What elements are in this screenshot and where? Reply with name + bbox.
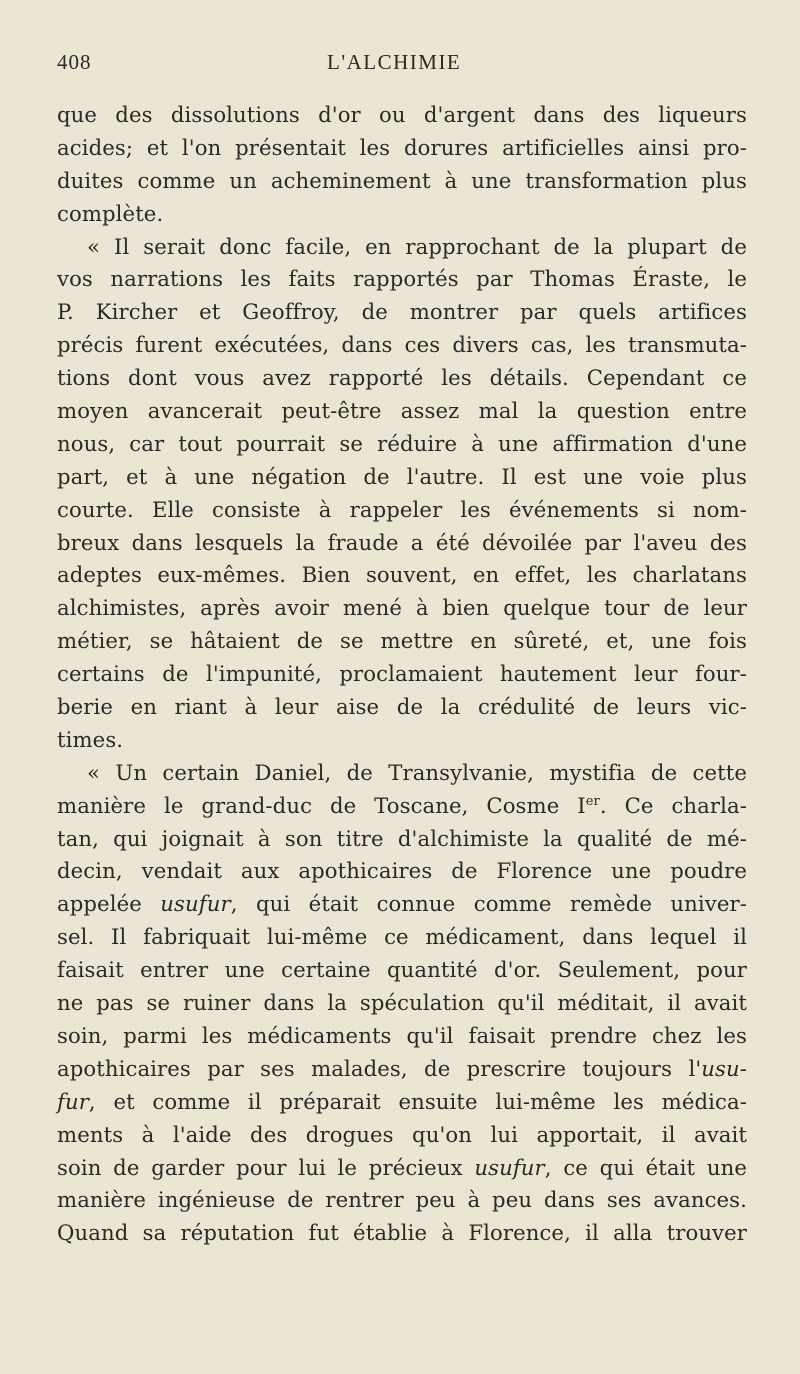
- text-segment: appelée: [57, 891, 161, 917]
- italic-term: fur: [57, 1088, 89, 1114]
- text-line: decin, vendait aux apothicaires de Florence une poudre: [57, 858, 747, 884]
- text-line: P. Kircher et Geoffroy, de montrer par quels artifices: [57, 299, 747, 325]
- running-head: L'ALCHIMIE: [327, 50, 462, 74]
- text-line: [57, 1053, 747, 1086]
- superscript: er: [585, 793, 600, 809]
- text-segment: apothicaires par ses malades, de prescrire toujours l': [57, 1055, 702, 1081]
- text-line: « Un certain Daniel, de Transylvanie, mystifia de cette: [87, 759, 747, 785]
- text-line: [57, 888, 747, 921]
- text-line: soin, parmi les médicaments qu'il faisait prendre chez les: [57, 1022, 747, 1048]
- italic-term: usu-: [701, 1055, 747, 1081]
- text-line: duites comme un acheminement à une transformation plus: [57, 167, 747, 193]
- text-line: acides; et l'on présentait les dorures artificielles ainsi pro-: [57, 134, 747, 160]
- text-line: courte. Elle consiste à rappeler les événements si nom-: [57, 496, 747, 522]
- page-header: [57, 44, 747, 84]
- text-line: tan, qui joignait à son titre d'alchimiste la qualité de mé-: [57, 825, 747, 851]
- text-line: [57, 1152, 747, 1185]
- text-segment: , ce qui était une: [544, 1154, 748, 1180]
- text-line: faisait entrer une certaine quantité d'or. Seulement, pour: [57, 957, 747, 983]
- page-number: 408: [57, 50, 92, 74]
- text-line: part, et à une négation de l'autre. Il est une voie plus: [57, 463, 747, 489]
- text-line: « Il serait donc facile, en rapprochant de la plupart de: [87, 233, 747, 259]
- text-line: vos narrations les faits rapportés par Thomas Éraste, le: [57, 266, 747, 292]
- text-line: [57, 790, 747, 823]
- text-segment: manière le grand-duc de Toscane, Cosme I: [57, 792, 586, 818]
- text-line: moyen avancerait peut-être assez mal la question entre: [57, 398, 747, 424]
- text-segment: , qui était connue comme remède univer-: [230, 891, 747, 917]
- text-line: tions dont vous avez rapporté les détails. Cependant ce: [57, 365, 747, 391]
- text-line: complète.: [57, 200, 164, 226]
- text-line: que des dissolutions d'or ou d'argent dans des liqueurs: [57, 102, 747, 127]
- text-line: breux dans lesquels la fraude a été dévoilée par l'aveu des: [57, 529, 747, 555]
- text-segment: , et comme il préparait ensuite lui-même les médica-: [88, 1088, 747, 1114]
- text-line: nous, car tout pourrait se réduire à une affirmation d'une: [57, 430, 747, 456]
- italic-term: usufur: [160, 891, 231, 917]
- text-line: précis furent exécutées, dans ces divers cas, les transmuta-: [57, 332, 747, 358]
- text-line: berie en riant à leur aise de la crédulité de leurs vic-: [57, 694, 747, 720]
- text-line: ne pas se ruiner dans la spéculation qu'il méditait, il avait: [57, 990, 747, 1016]
- text-line: alchimistes, après avoir mené à bien quelque tour de leur: [57, 595, 747, 621]
- text-line: métier, se hâtaient de se mettre en sûreté, et, une fois: [57, 628, 747, 654]
- body-text: [57, 99, 747, 1250]
- text-line: manière ingénieuse de rentrer peu à peu dans ses avances.: [57, 1187, 747, 1213]
- text-line: sel. Il fabriquait lui-même ce médicament, dans lequel il: [57, 924, 747, 950]
- text-line: adeptes eux-mêmes. Bien souvent, en effet, les charlatans: [57, 562, 747, 588]
- italic-term: usufur: [474, 1154, 545, 1180]
- text-segment: . Ce charla-: [599, 792, 747, 818]
- text-line: ments à l'aide des drogues qu'on lui apportait, il avait: [57, 1121, 747, 1147]
- text-line: Quand sa réputation fut établie à Florence, il alla trouver: [57, 1220, 747, 1246]
- text-line: times.: [57, 726, 124, 752]
- text-segment: soin de garder pour lui le précieux: [57, 1154, 475, 1180]
- text-line: [57, 1086, 747, 1119]
- text-line: certains de l'impunité, proclamaient hautement leur four-: [57, 661, 747, 687]
